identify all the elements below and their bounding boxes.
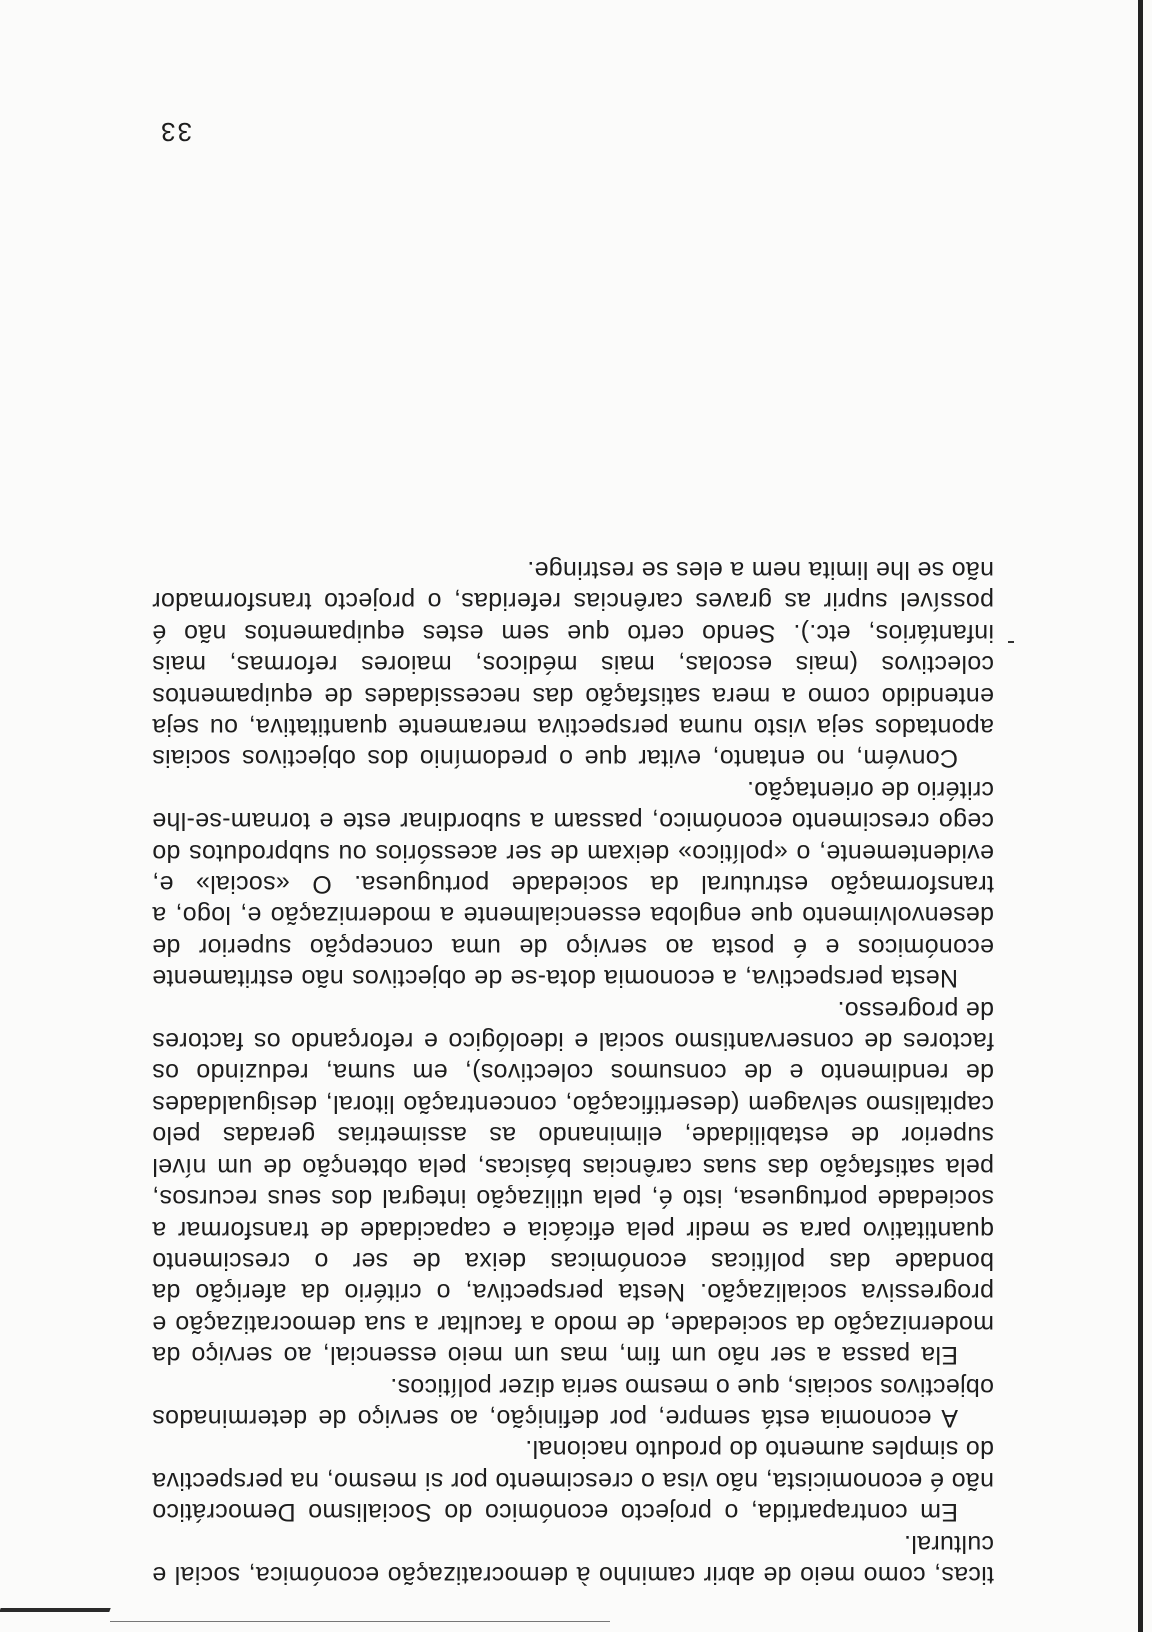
body-text xyxy=(152,554,994,1590)
paragraph-5: Nesta perspectiva, a economia dota-se de objectivos não estritamente económicos e é posta ao serviço de uma concepção superior de desenvolvimento que engloba essencialmente a modernização e, logo, a transformação estrutural da sociedade portuguesa. O «social» e, evidentemente, o «político» deixam de ser acessórios ou subprodutos do cego crescimento económico, passam a subordinar este e tornam-se-lhe critério de orientação. xyxy=(152,775,994,993)
margin-speck xyxy=(1008,641,1014,643)
paragraph-4: Ela passa a ser não um fim, mas um meio essencial, ao serviço da modernização da sociedade, de modo a facultar a sua democratização e progressiva socialização. Nesta perspectiva, o critério da aferição da bondade das políticas económicas deixa de ser o crescimento quantitativo para se medir pela eficácia e capacidade de transformar a sociedade portuguesa, isto é, pela utilização integral dos seus recursos, pela satisfação das suas carências básicas, pela obtenção de um nível superior de estabilidade, eliminando as assimetrias geradas pelo capitalismo selvagem (desertificação, concentração litoral, desigualdades de rendimento e de consumos colectivos), em suma, reduzindo os factores de conservantismo social e ideológico e reforçando os factores de progresso. xyxy=(152,995,994,1370)
scan-artifact-rule xyxy=(110,1621,610,1622)
paragraph-6: Convém, no entanto, evitar que o predomínio dos objectivos sociais apontados seja visto numa perspectiva meramente quantitativa, ou seja entendido como a mera satisfação das necessidades de equipamentos colectivos (mais escolas, mais médicos, maiores reformas, mais infantários, etc.). Sendo certo que sem estes equipamentos não é possível suprir as graves carências referidas, o projecto transformador não se lhe limita nem a eles se restringe. xyxy=(152,556,994,773)
binding-edge xyxy=(1138,0,1143,1632)
paragraph-3: A economia está sempre, por definição, ao serviço de determinados objectivos sociais, que o mesmo seria dizer políticos. xyxy=(152,1372,994,1432)
paragraph-2: Em contrapartida, o projecto económico do Socialismo Democrático não é economicista, não visa o crescimento por si mesmo, na perspectiva do simples aumento do produto nacional. xyxy=(152,1435,994,1527)
paragraph-1: ticas, como meio de abrir caminho à democratização económica, social e cultural. xyxy=(152,1529,994,1589)
scan-artifact-mark xyxy=(0,1608,111,1612)
page-number: 33 xyxy=(159,117,192,147)
